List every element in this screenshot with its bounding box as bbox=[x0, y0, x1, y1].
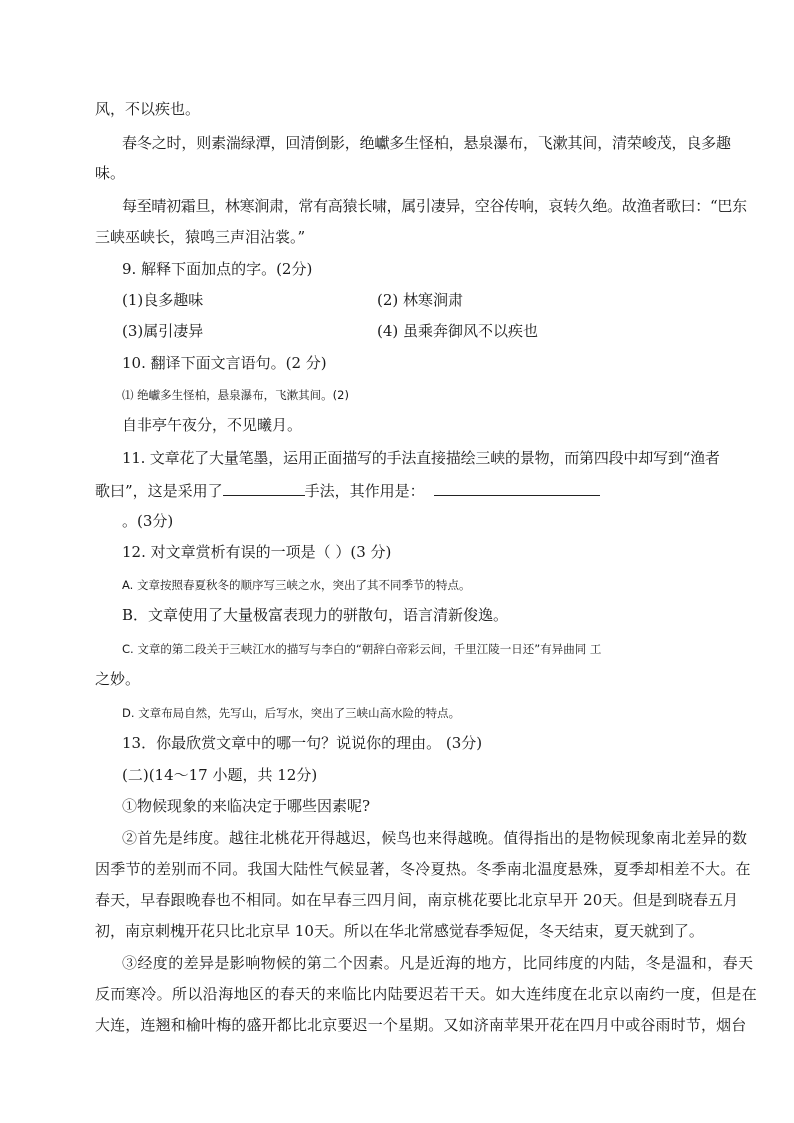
text-line: 因季节的差别而不同。我国大陆性气候显著，冬冷夏热。冬季南北温度悬殊，夏季却相差不大。在 bbox=[95, 860, 751, 878]
text-line: 初，南京刺槐开花只比北京早 10天。所以在华北常感觉春季短促，冬天结束，夏天就到了。 bbox=[95, 922, 704, 940]
question-10: 10. 翻译下面文言语句。(2 分) bbox=[122, 354, 327, 372]
sub-item: (3)属引凄异 bbox=[122, 322, 204, 340]
sub-item: (1)良多趣味 bbox=[122, 291, 204, 309]
question-11: 11. 文章花了大量笔墨，运用正面描写的手法直接描绘三峡的景物，而第四段中却写到“渔者 bbox=[122, 449, 720, 467]
option-c: C. 文章的第二段关于三峡江水的描写与李白的“朝辞白帝彩云间，千里江陵一日还”有异曲同 工 bbox=[122, 642, 602, 656]
option-d: D. 文章布局自然，先写山，后写水，突出了三峡山高水险的特点。 bbox=[122, 706, 461, 720]
text-line: 春天，早春跟晚春也不相同。如在早春三四月间，南京桃花要比北京早开 20天。但是到晓春五月 bbox=[95, 891, 739, 909]
sub-item: (2) 林寒涧肃 bbox=[377, 291, 464, 309]
section-heading: (二)(14～17 小题，共 12分) bbox=[122, 766, 318, 784]
text-segment: 手法，其作用是： bbox=[304, 482, 425, 500]
text-line: ⑴ 绝巘多生怪柏，悬泉瀑布，飞漱其间。(2) bbox=[122, 388, 349, 402]
text-line: 春冬之时，则素湍绿潭，回清倒影，绝巘多生怪柏，悬泉瀑布，飞漱其间，清荣峻茂，良多趣 bbox=[122, 134, 731, 152]
answer-blank[interactable] bbox=[434, 479, 600, 496]
option-a: A. 文章按照春夏秋冬的顺序写三峡之水，突出了其不同季节的特点。 bbox=[122, 578, 471, 592]
text-line: 味。 bbox=[95, 164, 126, 182]
text-line: 大连，连翘和榆叶梅的盛开都比北京要迟一个星期。又如济南苹果开花在四月中或谷雨时节，烟台 bbox=[95, 1016, 747, 1034]
text-line: 之妙。 bbox=[95, 670, 141, 688]
text-line: 每至晴初霜旦，林寒涧肃，常有高猿长啸，属引凄异，空谷传响，哀转久绝。故渔者歌曰：“巴东 bbox=[122, 197, 747, 215]
text-line: ③经度的差异是影响物候的第二个因素。凡是近海的地方，比同纬度的内陆，冬是温和，春天 bbox=[122, 954, 754, 972]
text-line: 。(3分) bbox=[122, 512, 174, 530]
answer-blank[interactable] bbox=[223, 479, 305, 496]
text-line: 三峡巫峡长，猿鸣三声泪沾裳。” bbox=[95, 228, 306, 246]
text-line: 自非亭午夜分，不见曦月。 bbox=[122, 416, 303, 434]
text-segment: 歌曰”，这是采用了 bbox=[95, 482, 223, 500]
text-line: ②首先是纬度。越往北桃花开得越迟，候鸟也来得越晚。值得指出的是物候现象南北差异的数 bbox=[122, 829, 748, 847]
question-12: 12. 对文章赏析有误的一项是（ ）(3 分) bbox=[122, 543, 392, 561]
option-b: B．文章使用了大量极富表现力的骈散句，语言清新俊逸。 bbox=[122, 606, 509, 624]
sub-item: (4) 虽乘奔御风不以疾也 bbox=[377, 322, 539, 340]
question-9: 9. 解释下面加点的字。(2分) bbox=[122, 260, 313, 278]
text-line: 风，不以疾也。 bbox=[95, 100, 201, 118]
text-line: 反而寒冷。所以沿海地区的春天的来临比内陆要迟若干天。如大连纬度在北京以南约一度，但是在 bbox=[95, 985, 758, 1003]
question-13: 13．你最欣赏文章中的哪一句？说说你的理由。 (3分) bbox=[122, 734, 483, 752]
text-line: ①物候现象的来临决定于哪些因素呢? bbox=[122, 797, 371, 815]
text-line bbox=[95, 479, 600, 501]
